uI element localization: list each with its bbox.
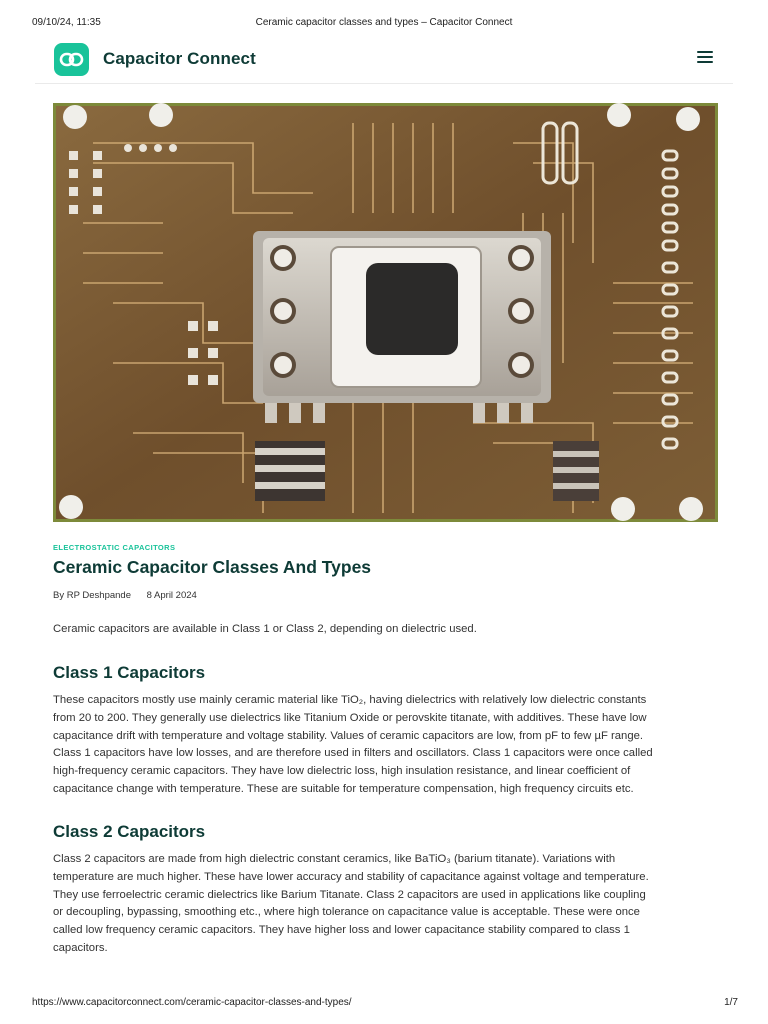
- paragraph-line: They use ferroelectric ceramic dielectrics like Barium Titanate. Class 2 capacitors are used in applications like coupling: [53, 888, 646, 901]
- section-body-class-1: [53, 692, 723, 799]
- byline: [53, 590, 197, 601]
- paragraph-line: These capacitors mostly use mainly ceramic material like TiO₂, having dielectrics with relatively low dielectric constants: [53, 694, 647, 706]
- paragraph-line: temperature are much higher. These have lower accuracy and stability of capacitance against voltage and temperature.: [53, 870, 649, 883]
- byline-prefix: By: [53, 590, 65, 601]
- link-icon[interactable]: [54, 43, 89, 76]
- print-page-number: 1/7: [724, 997, 738, 1008]
- section-heading-class-1: Class 1 Capacitors: [53, 663, 206, 682]
- paragraph-line: from 20 to 200. They generally use dielectrics like Titanium Oxide or perovskite titanate, with additives. These have low: [53, 711, 647, 724]
- author-link[interactable]: RP Deshpande: [66, 590, 131, 601]
- article-title: Ceramic Capacitor Classes And Types: [53, 557, 372, 577]
- paragraph-line: capacitance drift with temperature and voltage stability. Values of ceramic capacitors are low, from pF to few µF range.: [53, 729, 644, 742]
- paragraph-line: Class 2 capacitors are made from high dielectric constant ceramics, like BaTiO₃ (barium titanate). Variations with: [53, 853, 616, 865]
- paragraph-line: high-frequency ceramic capacitors. They have low dielectric loss, high insulation resistance, and linear coefficient of: [53, 765, 631, 778]
- paragraph-line: or decoupling, bypassing, smoothing etc., where high tolerance on capacitance value is acceptable. These were once: [53, 906, 640, 919]
- publish-date: 8 April 2024: [146, 590, 197, 601]
- section-heading-class-2: Class 2 Capacitors: [53, 822, 206, 841]
- category-link[interactable]: ELECTROSTATIC CAPACITORS: [53, 543, 176, 552]
- print-footer: [0, 997, 768, 1011]
- paragraph-line: capacitors.: [53, 941, 108, 954]
- hero-image: [53, 103, 718, 522]
- paragraph-line: capacitance change with temperature. These are suitable for temperature compensation, high frequency circuits etc.: [53, 782, 634, 795]
- site-header: [35, 40, 733, 84]
- section-body-class-2: [53, 851, 723, 958]
- print-header: [0, 17, 768, 31]
- paragraph-line: Class 1 capacitors have low losses, and are therefore used in filters and oscillators. Class 1 capacitors were once called: [53, 747, 653, 760]
- hamburger-icon[interactable]: [697, 51, 713, 65]
- print-page-title: Ceramic capacitor classes and types – Capacitor Connect: [255, 17, 513, 28]
- paragraph-line: called low frequency ceramic capacitors. They have higher loss and lower capacitance stability compared to class 1: [53, 924, 630, 937]
- print-date: 09/10/24, 11:35: [32, 17, 101, 28]
- print-url: https://www.capacitorconnect.com/ceramic-capacitor-classes-and-types/: [32, 997, 352, 1008]
- site-name-link[interactable]: Capacitor Connect: [103, 49, 256, 68]
- intro-paragraph: Ceramic capacitors are available in Class 1 or Class 2, depending on dielectric used.: [53, 623, 477, 635]
